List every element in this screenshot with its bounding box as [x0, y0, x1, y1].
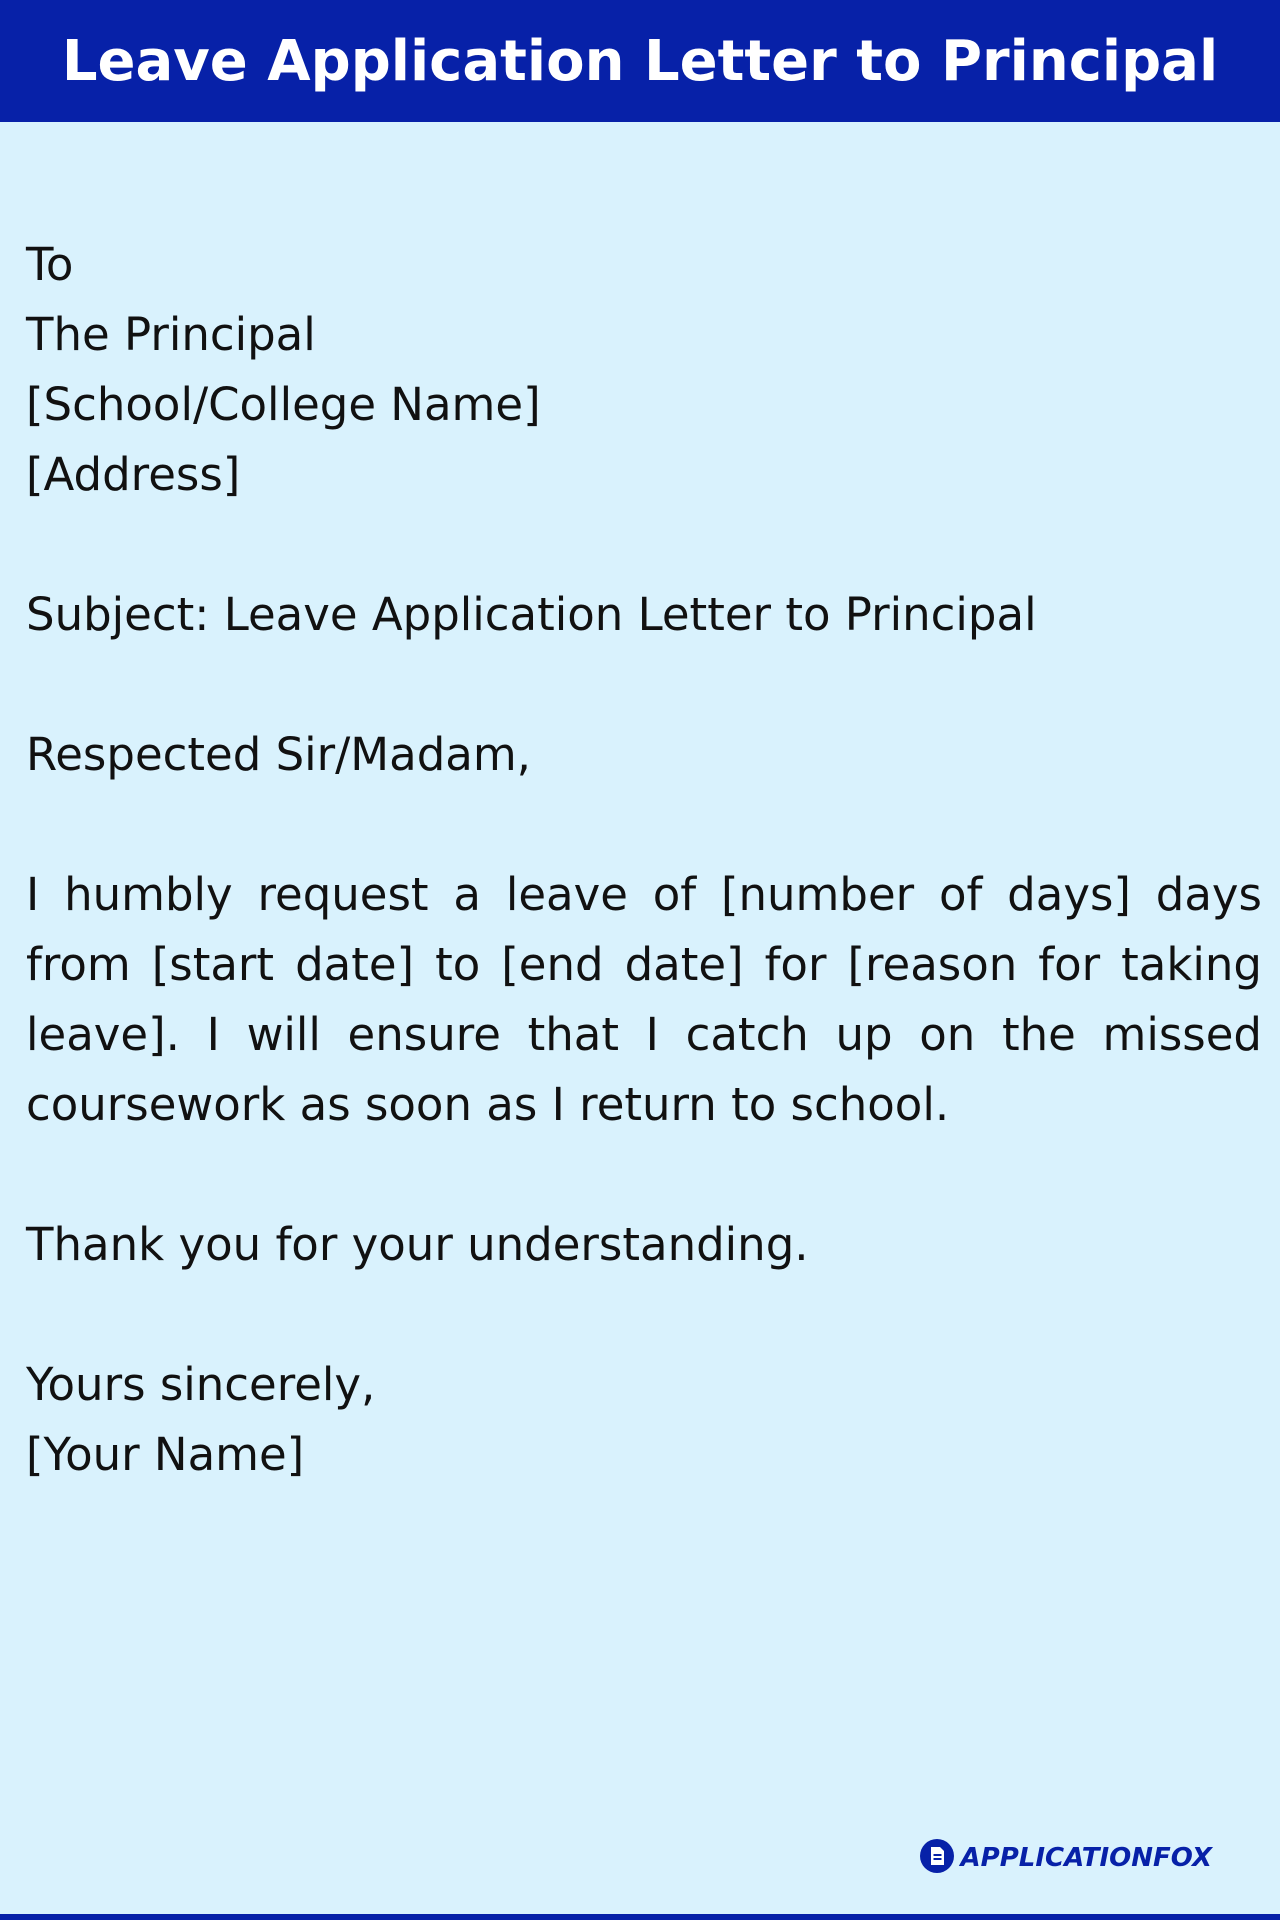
address-line: The Principal — [26, 308, 316, 361]
brand-name: APPLICATIONFOX — [960, 1843, 1212, 1873]
closing-line: Yours sincerely, — [26, 1358, 376, 1411]
letter-body: I humbly request a leave of [number of days] days from [start date] to [end date] for [reason for taking leave]. I will ensure that I catch up on the missed coursework as soon as I return to school. — [26, 868, 1262, 1131]
subject-line: Subject: Leave Application Letter to Principal — [26, 588, 1037, 641]
address-line: [School/College Name] — [26, 378, 541, 431]
document-icon — [919, 1838, 955, 1878]
recipient-block — [26, 230, 1262, 510]
address-line: [Address] — [26, 448, 241, 501]
salutation: Respected Sir/Madam, — [26, 728, 531, 781]
letter-content — [26, 230, 1262, 1490]
brand-logo — [919, 1838, 1212, 1878]
page-title: Leave Application Letter to Principal — [61, 28, 1219, 94]
address-line: To — [26, 238, 74, 291]
thanks-line: Thank you for your understanding. — [26, 1218, 809, 1271]
header-banner — [0, 0, 1280, 122]
signature-line: [Your Name] — [26, 1428, 305, 1481]
bottom-border — [0, 1914, 1280, 1920]
